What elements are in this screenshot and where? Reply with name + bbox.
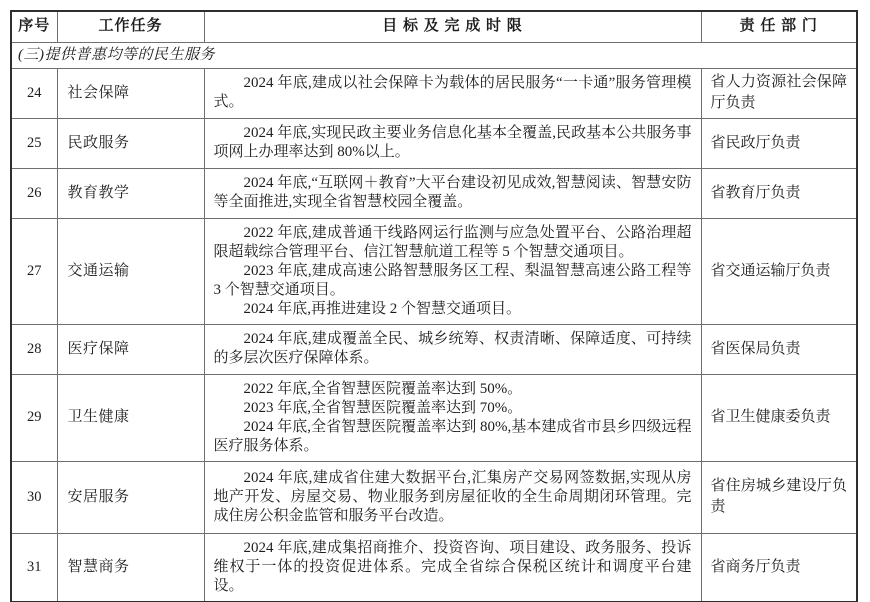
goal-paragraph: 2024 年底,建成集招商推介、投资咨询、项目建设、政务服务、投诉维权于一体的投资促进体系。完成全省综合保税区统计和调度平台建设。 [213,539,692,594]
table-row [11,68,857,118]
goals-cell [204,533,701,602]
dept-cell: 省住房城乡建设厅负责 [701,461,857,533]
task-name: 卫生健康 [57,374,204,461]
goal-paragraph: 2023 年底,全省智慧医院覆盖率达到 70%。 [243,399,523,416]
table-row [11,118,857,168]
dept-cell: 省交通运输厅负责 [701,218,857,324]
row-number: 25 [11,118,57,168]
section-title: (三)提供普惠均等的民生服务 [11,42,857,68]
table-row [11,374,857,461]
goal-paragraph: 2024 年底,再推进建设 2 个智慧交通项目。 [243,300,522,317]
row-number: 29 [11,374,57,461]
goal-paragraph: 2024 年底,全省智慧医院覆盖率达到 80%,基本建成省市县乡四级远程医疗服务体系。 [213,418,692,454]
table-body [11,42,857,602]
dept-cell: 省卫生健康委负责 [701,374,857,461]
column-header-task: 工作任务 [57,11,204,42]
goal-paragraph: 2024 年底,建成省住建大数据平台,汇集房产交易网签数据,实现从房地产开发、房屋交易、物业服务到房屋征收的全生命周期闭环管理。完成住房公积金监管和服务平台改造。 [213,469,692,524]
task-table [10,10,858,602]
dept-cell: 省人力资源社会保障厅负责 [701,68,857,118]
table-row [11,324,857,374]
goals-cell [204,168,701,218]
table-row [11,168,857,218]
row-number: 30 [11,461,57,533]
table-row [11,218,857,324]
goals-cell [204,218,701,324]
goal-paragraph: 2024 年底,建成覆盖全民、城乡统筹、权责清晰、保障适度、可持续的多层次医疗保障体系。 [213,331,692,366]
goal-paragraph: 2022 年底,建成普通干线路网运行监测与应急处置平台、公路治理超限超载综合管理平台、信江智慧航道工程等 5 个智慧交通项目。 [213,224,692,260]
section-row [11,42,857,68]
task-name: 教育教学 [57,168,204,218]
goals-cell [204,324,701,374]
task-name: 智慧商务 [57,533,204,602]
row-number: 27 [11,218,57,324]
goal-paragraph: 2024 年底,建成以社会保障卡为载体的居民服务“一卡通”服务管理模式。 [213,75,692,110]
task-name: 医疗保障 [57,324,204,374]
goal-paragraph: 2022 年底,全省智慧医院覆盖率达到 50%。 [243,380,523,397]
goals-cell [204,461,701,533]
dept-cell: 省教育厅负责 [701,168,857,218]
goals-cell [204,118,701,168]
column-header-goals: 目 标 及 完 成 时 限 [204,11,701,42]
table-row [11,461,857,533]
task-name: 社会保障 [57,68,204,118]
task-name: 民政服务 [57,118,204,168]
row-number: 31 [11,533,57,602]
row-number: 28 [11,324,57,374]
dept-cell: 省商务厅负责 [701,533,857,602]
header-row [11,11,857,42]
column-header-no: 序号 [11,11,57,42]
row-number: 24 [11,68,57,118]
table-row [11,533,857,602]
goals-cell [204,374,701,461]
row-number: 26 [11,168,57,218]
goals-cell [204,68,701,118]
goal-paragraph: 2024 年底,“互联网＋教育”大平台建设初见成效,智慧阅读、智慧安防等全面推进,实现全省智慧校园全覆盖。 [213,175,692,210]
task-name: 安居服务 [57,461,204,533]
goal-paragraph: 2023 年底,建成高速公路智慧服务区工程、梨温智慧高速公路工程等 3 个智慧交通项目。 [213,262,692,298]
column-header-dept: 责 任 部 门 [701,11,857,42]
dept-cell: 省医保局负责 [701,324,857,374]
task-name: 交通运输 [57,218,204,324]
dept-cell: 省民政厅负责 [701,118,857,168]
goal-paragraph: 2024 年底,实现民政主要业务信息化基本全覆盖,民政基本公共服务事项网上办理率达到 80%以上。 [213,125,692,160]
